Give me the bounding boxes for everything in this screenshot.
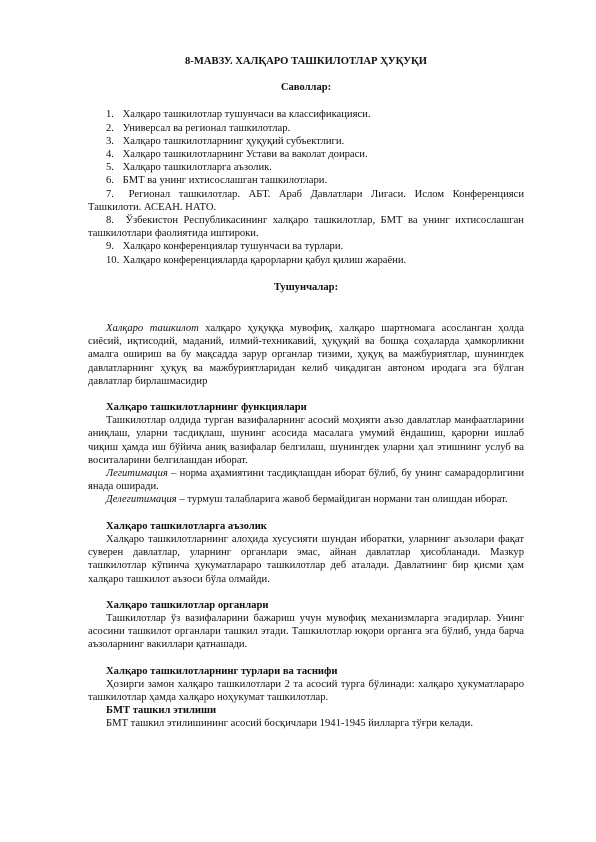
definition-term: Халқаро ташкилот bbox=[106, 323, 199, 335]
definition-paragraph: Халқаро ташкилот халқаро ҳуқуққа мувофиқ, халқаро шартномага асосланган ҳолда сиёсий, иқтисодий, маданий, илмий-техникавий, ҳуқуқий ва бошқа соҳаларда ҳамкорликни амалга ошириш ва бу мақсадда зарур органлар тизими, ҳуқуқ ва мажбуриятлар, шунингдек давлатларнинг ҳуқуқ ва мажбуриятларидан келиб чиқадиган автоном иродага эга бўлган давлатлар бирлашмасидир bbox=[88, 323, 525, 387]
document-title: 8-МАВЗУ. ХАЛҚАРО ТАШКИЛОТЛАР ҲУҚУҚИ bbox=[185, 56, 427, 67]
list-item: 1. Халқаро ташкилотлар тушунчаси ва классификацияси. bbox=[106, 109, 371, 121]
membership-paragraph: Халқаро ташкилотларнинг алоҳида хусусияти шундан иборатки, уларнинг аъзолари фақат суверен давлатлар, уларнинг органлари эмас, айнан давлатлар ҳисобланади. Мазкур ташкилотлар кўпинча ҳукуматлараро ташкилотлар деб аталади. Давлатнинг бир қисми ҳам халқаро ташкилот аъзоси бўла олмайди. bbox=[88, 533, 524, 585]
organs-paragraph: Ташкилотлар ўз вазифаларини бажариш учун мувофиқ механизмларга эгадирлар. Унинг асосини ташкилот органлари ташкил этади. Ташкилотлар юқори органга эга бўлиб, унда барча аъзоларнинг вакиллари қатнашади. bbox=[88, 612, 524, 651]
list-item: 5. Халқаро ташкилотларга аъзолик. bbox=[106, 162, 272, 174]
questions-heading: Саволлар: bbox=[280, 82, 332, 94]
list-item: 9. Халқаро конференциялар тушунчаси ва турлари. bbox=[106, 241, 344, 253]
list-item: 3. Халқаро ташкилотларнинг ҳуқуқий субъектлиги. bbox=[106, 135, 345, 147]
questions-list bbox=[88, 108, 524, 266]
membership-heading: Халқаро ташкилотларга аъзолик bbox=[106, 520, 267, 532]
types-paragraph: Ҳозирги замон халқаро ташкилотлари 2 та асосий турга бўлинади: халқаро ҳукуматлараро ташкилотлар ҳамда халқаро ноҳукумат ташкилотлар. bbox=[88, 678, 524, 703]
functions-heading: Халқаро ташкилотларнинг функциялари bbox=[106, 402, 307, 414]
concepts-heading: Тушунчалар: bbox=[273, 281, 339, 293]
list-item: 10. Халқаро конференцияларда қарорларни қабул қилиш жараёни. bbox=[106, 254, 407, 266]
list-item: 7. Регионал ташкилотлар. АБТ. Араб Давлатлари Лигаси. Ислом Конференцияси Ташкилоти. АСЕАН. НАТО. bbox=[88, 188, 524, 213]
delegitimation-paragraph: Делегитимация – турмуш талабларига жавоб бермайдиган нормани тан олишдан иборат. bbox=[106, 494, 508, 506]
organs-heading: Халқаро ташкилотлар органлари bbox=[106, 599, 269, 611]
list-item: 2. Универсал ва регионал ташкилотлар. bbox=[106, 122, 291, 134]
document-page bbox=[88, 0, 524, 731]
un-heading: БМТ ташкил этилиши bbox=[106, 705, 217, 717]
functions-paragraph: Ташкилотлар олдида турган вазифаларнинг асосий моҳияти аъзо давлатлар манфаатларини аниқлаш, уларни тасдиқлаш, шунинг асосида масалага умумий ёндашиш, қарорни ишлаб чиқиш ҳамда иш бўйича аниқ вазифалар белгилаш, шунингдек уларни ҳал этишнинг услуб ва воситаларини белгилашдан иборат. bbox=[88, 415, 524, 466]
types-heading: Халқаро ташкилотларнинг турлари ва таснифи bbox=[106, 665, 338, 677]
list-item: 8. Ўзбекистон Республикасининг халқаро ташкилотлар, БМТ ва унинг ихтисослашган ташкилотлари фаолиятида иштироки. bbox=[88, 215, 524, 240]
list-item: 6. БМТ ва унинг ихтисослашган ташкилотлари. bbox=[106, 175, 328, 187]
un-paragraph: БМТ ташкил этилишининг асосий босқичлари 1941-1945 йилларга тўғри келади. bbox=[106, 718, 474, 730]
list-item: 4. Халқаро ташкилотларнинг Устави ва ваколат доираси. bbox=[106, 149, 368, 161]
legitimation-paragraph: Легитимация – норма аҳамиятини тасдиқлашдан иборат бўлиб, бу унинг самарадорлигини янада оширади. bbox=[88, 468, 524, 493]
